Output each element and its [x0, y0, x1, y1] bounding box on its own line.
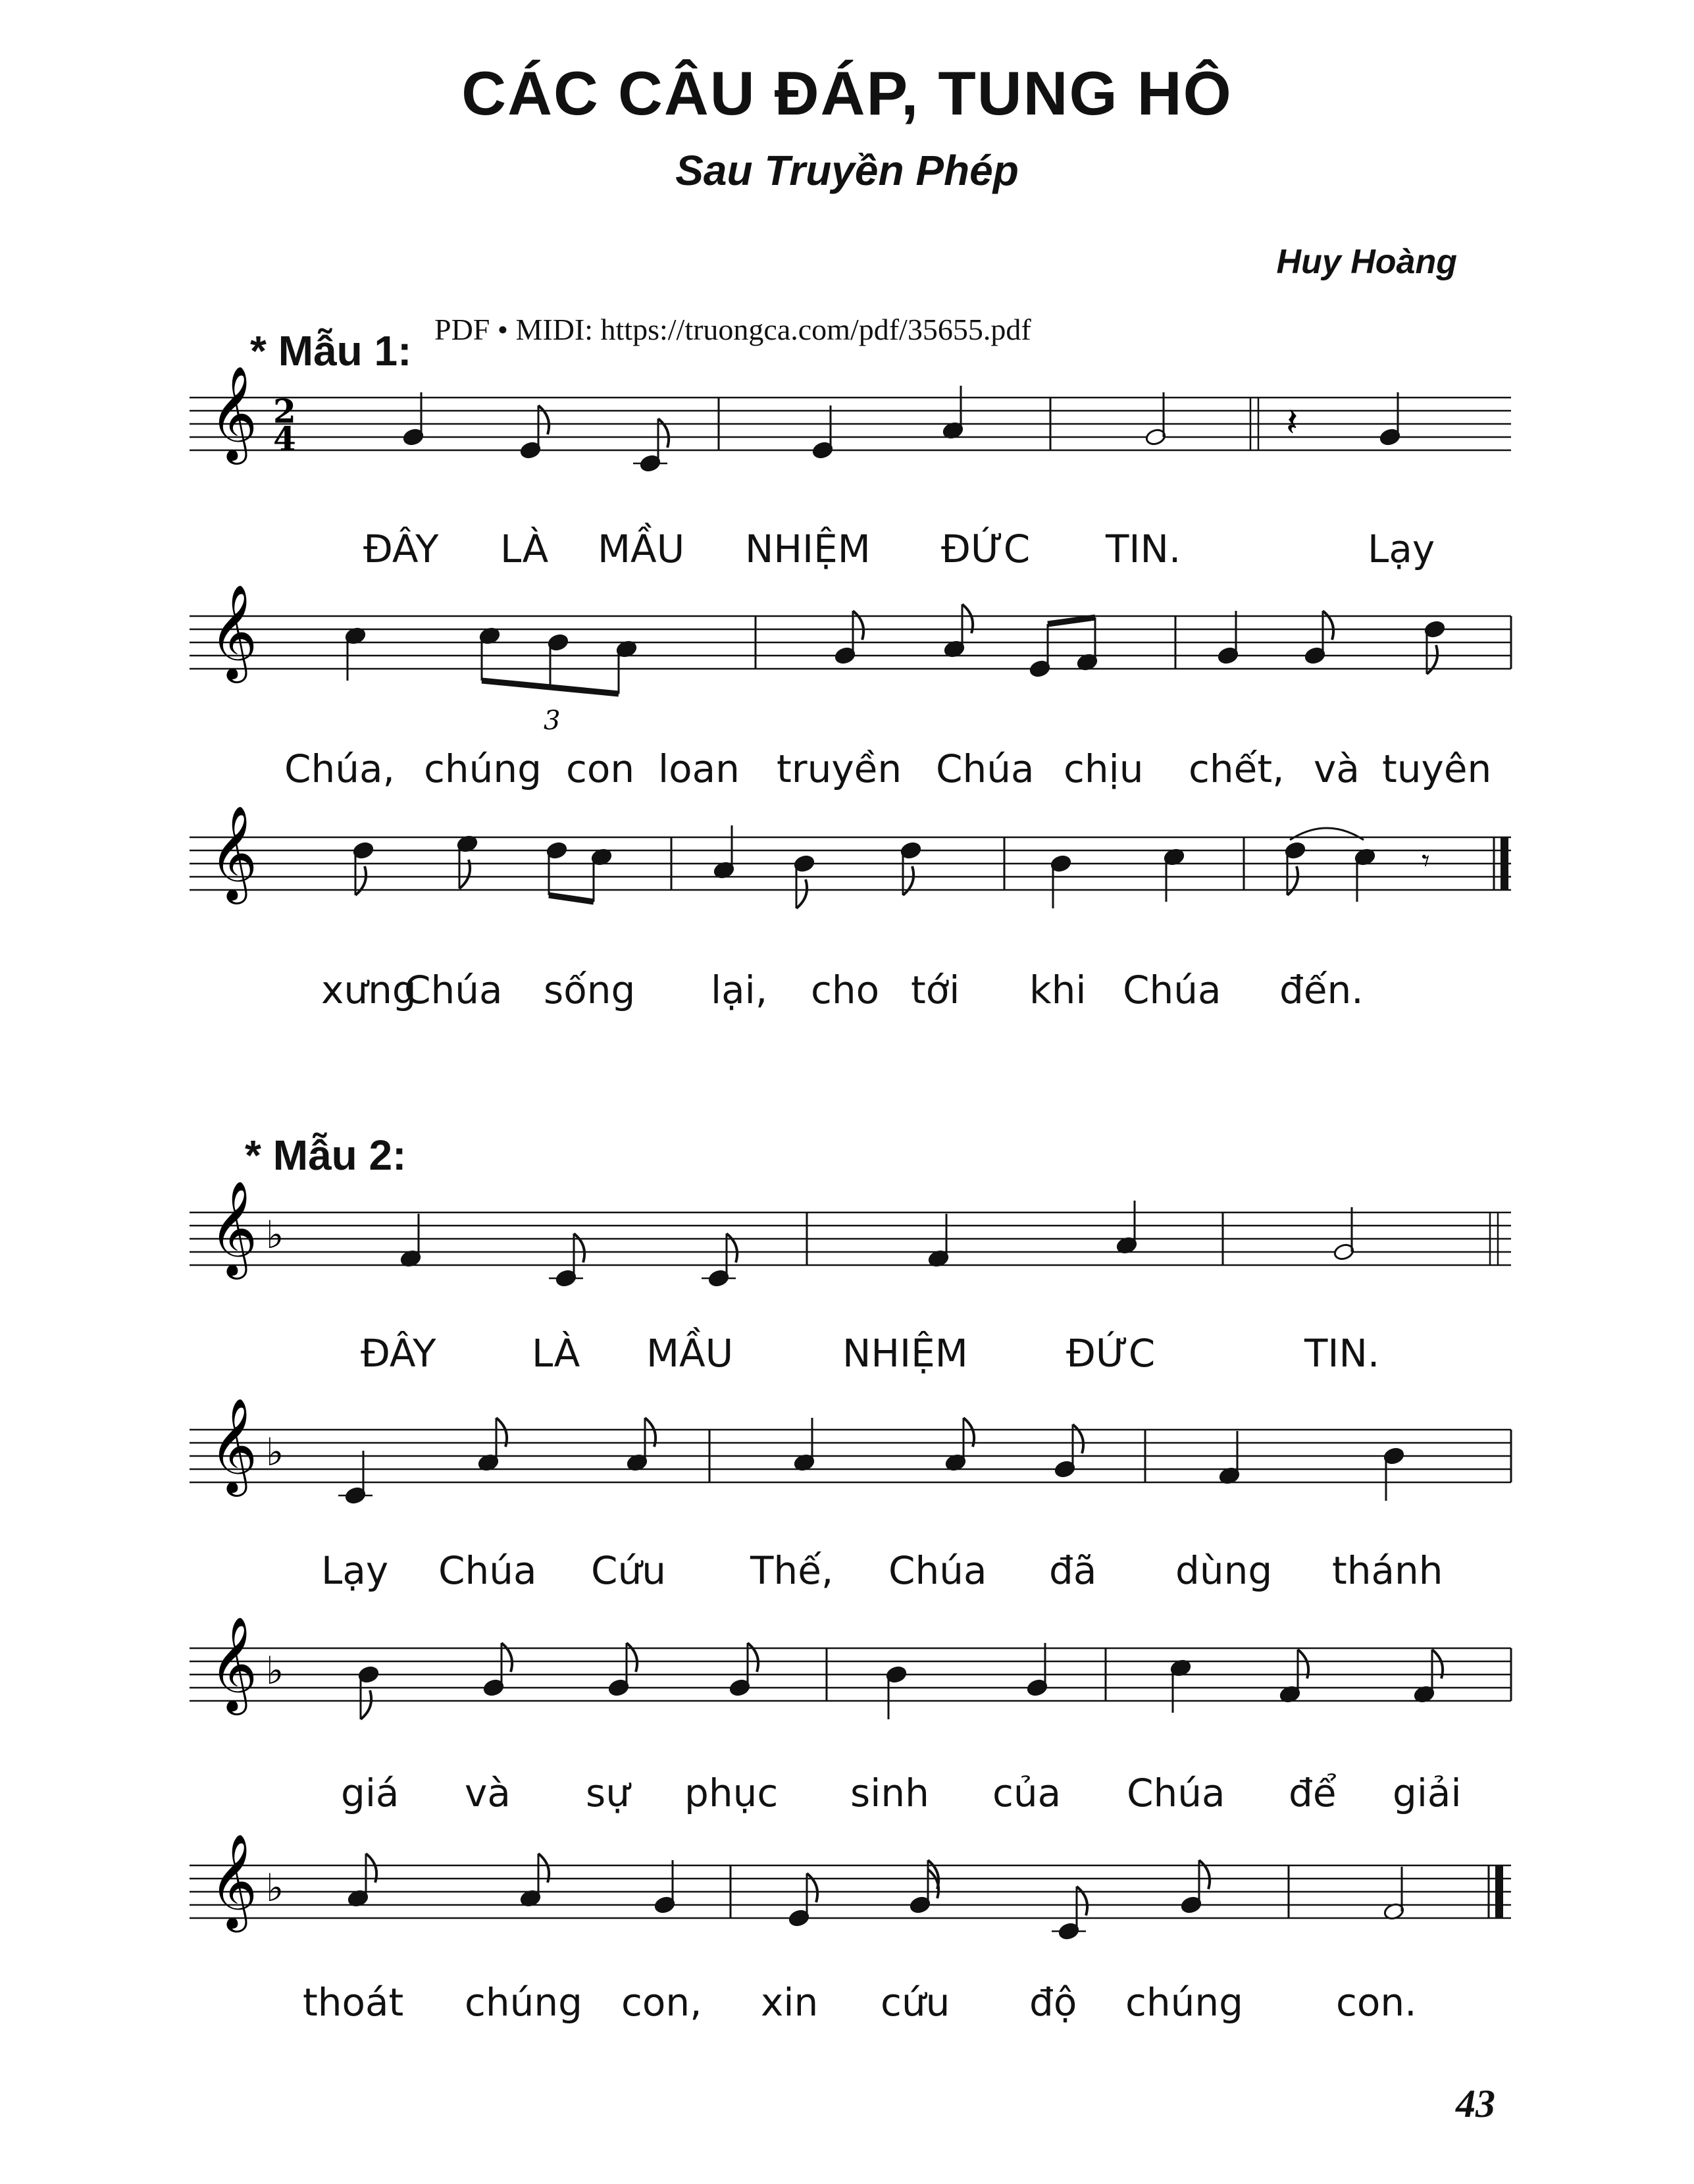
lyric-word: Cứu: [591, 1548, 667, 1593]
lyric-word: MẦU: [598, 527, 685, 571]
lyric-word: con,: [621, 1980, 702, 2025]
lyric-word: độ: [1029, 1980, 1077, 2025]
note-flag: [1073, 1424, 1083, 1453]
lyric-word: truyền: [777, 746, 902, 791]
note-flag: [853, 611, 863, 640]
lyric-word: TIN.: [1106, 527, 1181, 571]
lyric-word: chúng: [424, 746, 542, 791]
lyric-word: Chúa: [438, 1548, 537, 1593]
final-barline: [1501, 837, 1508, 890]
lyric-word: Chúa: [1127, 1771, 1225, 1815]
lyric-word: chúng: [1125, 1980, 1243, 2025]
lyric-word: đến.: [1279, 968, 1364, 1012]
lyric-word: tuyên: [1382, 746, 1492, 791]
lyric-word: ĐỨC: [1066, 1331, 1156, 1376]
tuplet-number: 3: [544, 706, 561, 736]
page-title: CÁC CÂU ĐÁP, TUNG HÔ: [461, 59, 1233, 128]
time-signature-top: 2: [273, 392, 296, 430]
lyric-word: Thế,: [750, 1548, 834, 1593]
note-flag: [1287, 866, 1298, 895]
flat-key-signature: ♭: [266, 1648, 284, 1693]
note-flag: [807, 1873, 817, 1902]
lyric-word: NHIỆM: [745, 527, 871, 571]
lyric-word: LÀ: [532, 1331, 580, 1376]
lyric-word: sinh: [850, 1771, 929, 1815]
lyric-word: ĐÂY: [363, 527, 439, 571]
note-flag: [355, 866, 366, 895]
lyric-word: đã: [1049, 1548, 1097, 1593]
section-label-mau-1: * Mẫu 1:: [250, 327, 412, 375]
note-flag: [903, 866, 913, 895]
final-barline: [1495, 1865, 1503, 1918]
lyric-word: sống: [544, 968, 636, 1012]
lyric-word: Chúa,: [284, 746, 395, 791]
lyric-word: ĐỨC: [941, 527, 1031, 571]
page-number: 43: [1456, 2082, 1495, 2125]
lyric-word: Chúa: [936, 746, 1035, 791]
lyric-word: Chúa: [1123, 968, 1221, 1012]
flat-key-signature: ♭: [266, 1212, 284, 1257]
note-flag: [1427, 645, 1437, 674]
lyric-word: NHIỆM: [842, 1331, 968, 1376]
lyric-word: Lạy: [1368, 527, 1435, 571]
quarter-rest: 𝄽: [1286, 400, 1298, 446]
note-flag: [748, 1643, 758, 1672]
lyric-word: chịu: [1064, 746, 1144, 791]
lyric-word: LÀ: [500, 527, 549, 571]
lyric-word: của: [992, 1771, 1062, 1815]
lyric-word: để: [1289, 1771, 1337, 1815]
note-beam: [1048, 617, 1095, 624]
note-flag: [574, 1234, 584, 1262]
treble-clef-icon: 𝄞: [209, 366, 258, 461]
note-flag: [658, 419, 669, 448]
time-signature-bottom: 4: [273, 419, 296, 458]
lyric-word: giá: [341, 1771, 399, 1815]
treble-clef-icon: 𝄞: [209, 1834, 258, 1929]
composer-name: Huy Hoàng: [1276, 243, 1457, 281]
note-flag: [1077, 1886, 1087, 1915]
lyric-word: con.: [1336, 1980, 1417, 2025]
lyric-word: cứu: [881, 1980, 950, 2025]
note-flag: [361, 1690, 371, 1719]
lyric-word: thánh: [1332, 1548, 1443, 1593]
treble-clef-icon: 𝄞: [209, 1617, 258, 1711]
treble-clef-icon: 𝄞: [209, 585, 258, 679]
treble-clef-icon: 𝄞: [209, 1181, 258, 1276]
note-flag: [538, 405, 549, 434]
lyric-word: giải: [1393, 1771, 1462, 1815]
lyric-word: Lạy: [321, 1548, 389, 1593]
source-link[interactable]: PDF • MIDI: https://truongca.com/pdf/35655.pdf: [434, 313, 1031, 346]
lyric-word: và: [465, 1771, 511, 1815]
lyric-word: khi: [1029, 968, 1087, 1012]
lyric-word: cho: [811, 968, 880, 1012]
note-flag: [796, 879, 807, 908]
lyric-word: xưng: [321, 968, 417, 1012]
treble-clef-icon: 𝄞: [209, 1398, 258, 1493]
lyric-word: thoát: [303, 1980, 404, 2025]
lyric-word: chúng: [465, 1980, 582, 2025]
note-flag: [727, 1234, 737, 1262]
lyric-word: tới: [911, 968, 960, 1012]
lyric-word: xin: [761, 1980, 819, 2025]
lyric-word: phục: [684, 1771, 779, 1815]
section-label-mau-2: * Mẫu 2:: [245, 1131, 407, 1179]
page-subtitle: Sau Truyền Phép: [675, 147, 1019, 194]
note-flag: [1199, 1860, 1210, 1889]
lyric-word: và: [1314, 746, 1360, 791]
tie-slur: [1290, 828, 1364, 840]
lyric-word: Chúa: [404, 968, 503, 1012]
lyric-word: MẦU: [646, 1331, 734, 1376]
treble-clef-icon: 𝄞: [209, 806, 258, 900]
eighth-rest: 𝄾: [1422, 843, 1430, 879]
note-flag: [1323, 611, 1333, 640]
note-beam: [549, 895, 594, 902]
lyric-word: sự: [586, 1771, 630, 1815]
flat-key-signature: ♭: [266, 1430, 284, 1474]
note-flag: [627, 1643, 637, 1672]
lyric-word: dùng: [1175, 1548, 1273, 1593]
lyric-word: Chúa: [888, 1548, 987, 1593]
lyric-word: TIN.: [1304, 1331, 1380, 1376]
lyric-word: ĐÂY: [361, 1331, 436, 1376]
flat-key-signature: ♭: [266, 1865, 284, 1910]
note-flag: [501, 1643, 512, 1672]
lyric-word: con: [566, 746, 635, 791]
lyric-word: loan: [658, 746, 740, 791]
lyric-word: chết,: [1189, 746, 1285, 791]
lyric-word: lại,: [711, 968, 768, 1012]
